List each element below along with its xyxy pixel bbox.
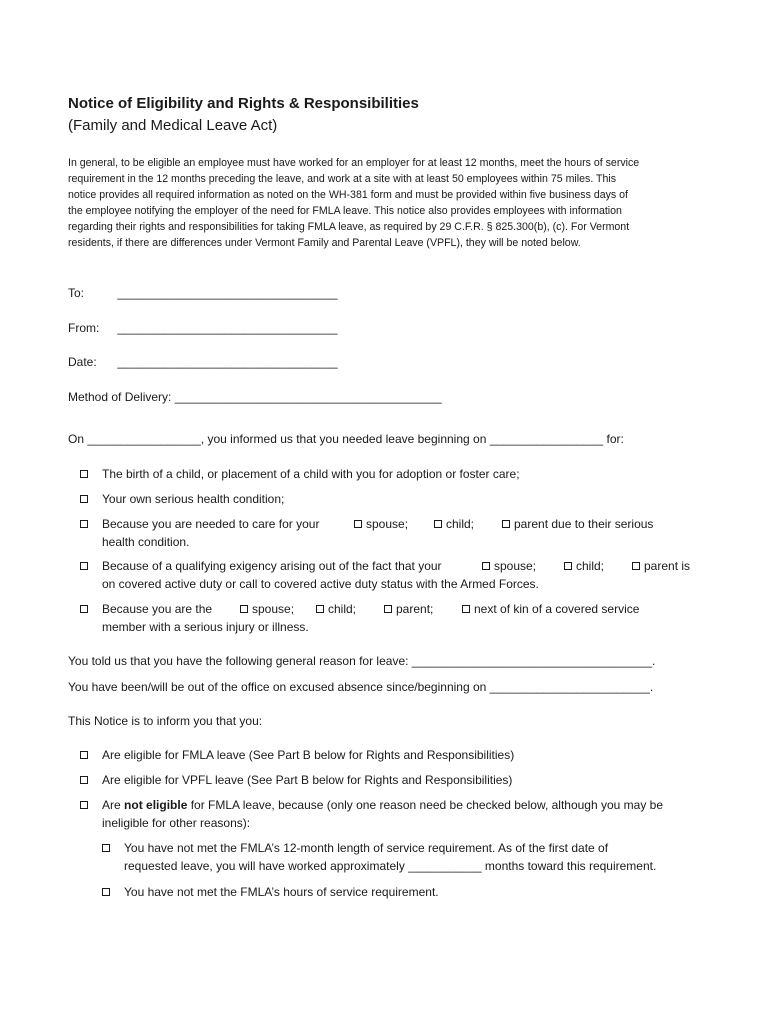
intro-paragraph — [68, 155, 704, 251]
care-child-label: child; — [446, 517, 475, 531]
reason-servicemember-line2: member with a serious injury or illness. — [102, 620, 309, 634]
not-eligible-line2: ineligible for other reasons): — [102, 816, 251, 830]
length-of-service-label: You have not met the FMLA’s 12-month length of service requirement. As of the first date of — [124, 841, 609, 855]
kin-child-option — [316, 601, 356, 618]
kin-next-checkbox[interactable] — [462, 605, 470, 613]
intro-line: In general, to be eligible an employee must have worked for an employer for at least 12 months, meet the hours of service — [68, 157, 640, 169]
on-middle-text: , you informed us that you needed leave beginning on — [200, 432, 487, 446]
eligible-vpfl — [80, 772, 700, 789]
eligible-vpfl-label: Are eligible for VPFL leave (See Part B below for Rights and Responsibilities) — [102, 773, 513, 787]
exigency-spouse-label: spouse; — [494, 559, 537, 573]
kin-child-checkbox[interactable] — [316, 605, 324, 613]
reason-exigency-checkbox[interactable] — [80, 562, 88, 570]
kin-child-label: child; — [328, 602, 357, 616]
intro-line: the employee notifying the employer of the need for FMLA leave. This notice also provides employees with information — [68, 205, 622, 217]
not-eligible-checkbox[interactable] — [80, 801, 88, 809]
exigency-child-checkbox[interactable] — [564, 562, 572, 570]
to-label: To: — [68, 286, 85, 300]
length-of-service-line2[interactable]: requested leave, you will have worked approximately ___________ months toward this requirement. — [124, 859, 657, 873]
exigency-parent-label: parent is — [644, 559, 691, 573]
reason-exigency-label: Because of a qualifying exigency arising out of the fact that your — [102, 559, 442, 573]
kin-next-label: next of kin of a covered service — [474, 602, 640, 616]
care-spouse-option — [354, 516, 408, 533]
kin-parent-checkbox[interactable] — [384, 605, 392, 613]
care-parent-option — [502, 516, 653, 533]
date-blank[interactable]: _________________________________ — [117, 355, 338, 369]
intro-line: requirement in the 12 months preceding the leave, and work at a site with at least 50 employees within 75 miles. This — [68, 173, 617, 185]
kin-next-option — [462, 601, 639, 618]
on-prefix: On — [68, 432, 85, 446]
notification-line — [68, 432, 624, 446]
care-child-option — [434, 516, 474, 533]
kin-spouse-option — [240, 601, 294, 618]
reason-own-health — [80, 491, 680, 508]
kin-parent-label: parent; — [396, 602, 434, 616]
care-parent-label: parent due to their serious — [514, 517, 654, 531]
to-field — [68, 286, 338, 300]
on-suffix: for: — [606, 432, 624, 446]
reason-covered-servicemember — [80, 601, 700, 637]
reason-exigency-line2: on covered active duty or call to covered active duty status with the Armed Forces. — [102, 577, 539, 591]
out-of-office-line[interactable]: You have been/will be out of the office on excused absence since/beginning on ________________________. — [68, 680, 654, 694]
care-parent-checkbox[interactable] — [502, 520, 510, 528]
exigency-spouse-checkbox[interactable] — [482, 562, 490, 570]
care-spouse-checkbox[interactable] — [354, 520, 362, 528]
reason-servicemember-checkbox[interactable] — [80, 605, 88, 613]
eligible-fmla — [80, 747, 700, 764]
care-spouse-label: spouse; — [366, 517, 409, 531]
eligible-fmla-label: Are eligible for FMLA leave (See Part B below for Rights and Responsibilities) — [102, 748, 515, 762]
exigency-spouse-option — [482, 558, 536, 575]
reason-birth-checkbox[interactable] — [80, 470, 88, 478]
exigency-child-option — [564, 558, 604, 575]
reason-care-line2: health condition. — [102, 535, 190, 549]
general-reason-line[interactable]: You told us that you have the following general reason for leave: ____________________________________. — [68, 654, 656, 668]
date-field — [68, 355, 338, 369]
not-met-length-of-service — [102, 840, 702, 876]
kin-spouse-label: spouse; — [252, 602, 295, 616]
exigency-parent-option — [632, 558, 690, 575]
reason-care — [80, 516, 700, 552]
exigency-parent-checkbox[interactable] — [632, 562, 640, 570]
from-blank[interactable]: _________________________________ — [117, 321, 338, 335]
method-blank[interactable]: ________________________________________ — [174, 390, 442, 404]
reason-care-label: Because you are needed to care for your — [102, 517, 320, 531]
reason-birth — [80, 466, 680, 483]
from-label: From: — [68, 321, 100, 335]
intro-line: regarding their rights and responsibilities for taking FMLA leave, as required by 29 C.F.R. § 825.300(b), (c). For Vermont — [68, 221, 630, 233]
reason-own-health-checkbox[interactable] — [80, 495, 88, 503]
from-field — [68, 321, 338, 335]
reason-care-checkbox[interactable] — [80, 520, 88, 528]
care-child-checkbox[interactable] — [434, 520, 442, 528]
hours-of-service-label: You have not met the FMLA’s hours of service requirement. — [124, 885, 439, 899]
not-eligible-bold: not eligible — [124, 798, 188, 812]
informed-date-blank[interactable]: _________________ — [87, 432, 201, 446]
not-eligible-rest: for FMLA leave, because (only one reason need be checked below, although you may be — [190, 798, 664, 812]
leave-start-blank[interactable]: _________________ — [489, 432, 604, 446]
document-subtitle: (Family and Medical Leave Act) — [68, 117, 278, 134]
kin-parent-option — [384, 601, 433, 618]
eligible-vpfl-checkbox[interactable] — [80, 776, 88, 784]
reason-exigency — [80, 558, 700, 594]
hours-of-service-checkbox[interactable] — [102, 888, 110, 896]
inform-heading: This Notice is to inform you that you: — [68, 714, 263, 728]
not-met-hours-of-service — [102, 884, 702, 901]
eligible-fmla-checkbox[interactable] — [80, 751, 88, 759]
not-eligible-prefix: Are — [102, 798, 121, 812]
document-title: Notice of Eligibility and Rights & Responsibilities — [68, 95, 419, 112]
to-blank[interactable]: _________________________________ — [117, 286, 338, 300]
intro-line: residents, if there are differences under Vermont Family and Parental Leave (VPFL), they will be noted below. — [68, 237, 581, 249]
method-label: Method of Delivery: — [68, 390, 172, 404]
reason-own-health-label: Your own serious health condition; — [102, 492, 285, 506]
date-label: Date: — [68, 355, 97, 369]
reason-servicemember-label: Because you are the — [102, 602, 213, 616]
reason-birth-label: The birth of a child, or placement of a child with you for adoption or foster care; — [102, 467, 520, 481]
not-eligible-fmla — [80, 797, 700, 833]
not-eligible-label — [102, 797, 663, 814]
length-of-service-checkbox[interactable] — [102, 844, 110, 852]
intro-line: notice provides all required information as noted on the WH-381 form and must be provided within five business days of — [68, 189, 628, 201]
method-of-delivery-field — [68, 390, 442, 404]
exigency-child-label: child; — [576, 559, 605, 573]
kin-spouse-checkbox[interactable] — [240, 605, 248, 613]
